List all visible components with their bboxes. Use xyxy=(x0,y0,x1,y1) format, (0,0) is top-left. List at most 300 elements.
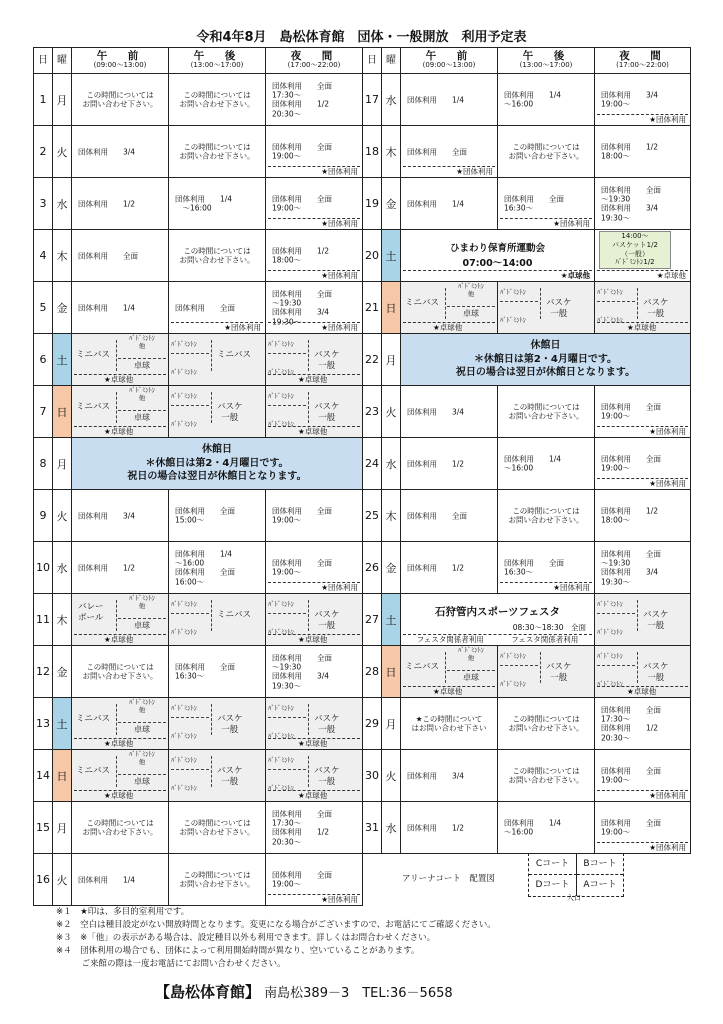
cell-text: 団体利用 1/4 ～16:00 xyxy=(175,194,233,213)
table-row xyxy=(363,126,691,178)
cell-text: ﾊﾞﾄﾞﾐﾝﾄﾝ ﾊﾞﾄﾞﾐﾝﾄﾝ xyxy=(171,392,197,428)
cell-footer: フェスタ関係者利用 フェスタ関係者利用 xyxy=(403,634,592,645)
schedule-cell xyxy=(266,698,363,750)
cell-text: 団体利用 3/4 xyxy=(407,406,465,416)
table-row xyxy=(34,282,363,334)
header-weekday: 曜 xyxy=(382,48,401,74)
cell-text: 団体利用 全面 19:00～ xyxy=(272,194,332,213)
cell-text: ﾊﾞﾄﾞﾐﾝﾄﾝ ﾊﾞﾄﾞﾐﾝﾄﾝ xyxy=(597,600,623,636)
schedule-cell xyxy=(595,282,691,334)
court-d: Dコート xyxy=(529,875,577,896)
cell-text: ﾊﾞﾄﾞﾐﾝﾄﾝ ﾊﾞﾄﾞﾐﾝﾄﾝ xyxy=(268,704,294,740)
cell-text: バスケ 一般 xyxy=(314,402,340,423)
cell-text: ﾊﾞﾄﾞﾐﾝﾄﾝ 他 xyxy=(129,334,155,350)
weekday-label: 月 xyxy=(53,802,72,854)
schedule-cell xyxy=(169,178,266,230)
schedule-cell xyxy=(595,698,691,750)
schedule-cell xyxy=(266,594,363,646)
table-row xyxy=(363,438,691,490)
cell-text: 団体利用 全面 ～19:30 団体利用 3/4 19:30～ xyxy=(601,184,661,222)
schedule-cell xyxy=(595,126,691,178)
cell-text: ﾊﾞﾄﾞﾐﾝﾄﾝ 他 xyxy=(458,646,484,662)
cell-footer: ★卓球他 xyxy=(268,634,360,645)
cell-text: 団体利用 3/4 xyxy=(78,510,136,520)
schedule-cell xyxy=(595,230,691,282)
cell-text: 団体利用 1/2 xyxy=(78,562,136,572)
cell-footer: ★卓球他 xyxy=(74,738,166,749)
header-night: 夜 間 (17:00～22:00) xyxy=(266,48,363,74)
cell-footer: ★団体利用 xyxy=(268,270,360,281)
schedule-table-left xyxy=(33,47,363,906)
table-row xyxy=(34,802,363,854)
schedule-cell xyxy=(72,542,169,594)
weekday-label: 火 xyxy=(53,126,72,178)
schedule-cell xyxy=(72,386,169,438)
cell-text: バスケ 一般 xyxy=(546,662,572,683)
cell-footer: ★団体利用 xyxy=(597,426,688,437)
cell-text: ﾊﾞﾄﾞﾐﾝﾄﾝ ﾊﾞﾄﾞﾐﾝﾄﾝ xyxy=(171,600,197,636)
cell-text: ﾊﾞﾄﾞﾐﾝﾄﾝ 他 xyxy=(129,750,155,766)
schedule-cell xyxy=(72,74,169,126)
cell-text: バスケ 一般 xyxy=(643,662,669,683)
weekday-label: 火 xyxy=(53,854,72,906)
schedule-cell xyxy=(498,438,595,490)
cell-footer: ★団体利用 xyxy=(268,218,360,229)
schedule-cell xyxy=(498,282,595,334)
table-row xyxy=(363,178,691,230)
event-cell xyxy=(401,230,595,282)
schedule-cell xyxy=(72,334,169,386)
footer xyxy=(155,981,453,1002)
day-number: 6 xyxy=(34,334,53,386)
day-number: 26 xyxy=(363,542,382,594)
cell-text: 団体利用 全面 17:30～ 団体利用 1/2 20:30～ xyxy=(272,80,332,118)
weekday-label: 水 xyxy=(53,542,72,594)
schedule-cell xyxy=(401,126,498,178)
schedule-cell xyxy=(498,386,595,438)
weekday-label: 火 xyxy=(53,490,72,542)
cell-text: ﾊﾞﾄﾞﾐﾝﾄﾝ ﾊﾞﾄﾞﾐﾝﾄﾝ xyxy=(268,392,294,428)
cell-footer: ★卓球他 xyxy=(403,270,592,281)
table-row xyxy=(34,594,363,646)
cell-text: 団体利用 全面 16:30～ xyxy=(504,558,564,577)
cell-text: ﾊﾞﾄﾞﾐﾝﾄﾝ ﾊﾞﾄﾞﾐﾝﾄﾝ xyxy=(500,288,526,324)
weekday-label: 木 xyxy=(53,230,72,282)
header-afternoon: 午 後 (13:00～17:00) xyxy=(169,48,266,74)
day-number: 13 xyxy=(34,698,53,750)
day-number: 10 xyxy=(34,542,53,594)
day-number: 28 xyxy=(363,646,382,698)
schedule-cell xyxy=(169,594,266,646)
table-row xyxy=(363,698,691,750)
cell-text: 団体利用 全面 19:00～ xyxy=(272,142,332,161)
cell-text: バスケ 一般 xyxy=(314,610,340,631)
schedule-cell xyxy=(169,750,266,802)
schedule-cell xyxy=(169,854,266,906)
weekday-label: 月 xyxy=(53,74,72,126)
table-row xyxy=(363,750,691,802)
header-morning: 午 前 (09:00～13:00) xyxy=(401,48,498,74)
cell-text: この時間については お問い合わせ下さい。 xyxy=(179,90,255,109)
closed-day-notice: 休館日 ＊休館日は第2・4月曜日です。 祝日の場合は翌日が休館日となります。 xyxy=(72,438,363,490)
schedule-cell xyxy=(266,74,363,126)
cell-text: ﾊﾞﾄﾞﾐﾝﾄﾝ ﾊﾞﾄﾞﾐﾝﾄﾝ xyxy=(597,288,623,324)
cell-text: ミニバス xyxy=(76,350,111,360)
schedule-cell xyxy=(72,490,169,542)
day-number: 18 xyxy=(363,126,382,178)
weekday-label: 土 xyxy=(382,230,401,282)
cell-text: 団体利用 1/4 ～16:00 団体利用 全面 16:00～ xyxy=(175,548,235,586)
cell-text: 卓球 xyxy=(447,670,495,683)
schedule-table-right xyxy=(362,47,691,854)
schedule-cell xyxy=(401,802,498,854)
cell-text: この時間については お問い合わせ下さい。 xyxy=(508,402,584,421)
table-row xyxy=(34,438,363,490)
cell-text: 団体利用 1/2 xyxy=(407,458,465,468)
event-cell xyxy=(401,594,595,646)
cell-footer: ★卓球他 xyxy=(74,790,166,801)
day-number: 12 xyxy=(34,646,53,698)
schedule-cell xyxy=(498,750,595,802)
schedule-cell xyxy=(266,230,363,282)
schedule-cell xyxy=(169,230,266,282)
header-night: 夜 間 (17:00～22:00) xyxy=(595,48,691,74)
weekday-label: 日 xyxy=(382,282,401,334)
schedule-cell xyxy=(498,126,595,178)
schedule-cell xyxy=(266,386,363,438)
weekday-label: 土 xyxy=(53,334,72,386)
schedule-cell xyxy=(72,698,169,750)
schedule-cell xyxy=(72,126,169,178)
weekday-label: 土 xyxy=(53,698,72,750)
cell-footer: ★団体利用 xyxy=(268,582,360,593)
arena-layout xyxy=(370,852,670,904)
cell-text: 団体利用 全面 19:00～ xyxy=(601,818,661,837)
table-row xyxy=(363,282,691,334)
cell-text: 団体利用 1/2 xyxy=(78,198,136,208)
cell-text: 団体利用 1/4 xyxy=(78,302,136,312)
cell-text: バスケ 一般 xyxy=(546,298,572,319)
cell-text: ﾊﾞﾄﾞﾐﾝﾄﾝ ﾊﾞﾄﾞﾐﾝﾄﾝ xyxy=(171,756,197,792)
cell-text: 団体利用 3/4 xyxy=(407,770,465,780)
weekday-label: 月 xyxy=(382,334,401,386)
cell-text: 団体利用 全面 ～19:30 団体利用 3/4 19:30～ xyxy=(272,652,332,690)
cell-footer: ★卓球他 xyxy=(74,374,166,385)
cell-footer: ★団体利用 xyxy=(268,894,360,905)
table-row xyxy=(34,854,363,906)
note-line: ※４ 団体利用の場合でも、団体によって利用開始時間が異なり、空いていることがあります。 xyxy=(56,946,420,956)
schedule-cell xyxy=(595,646,691,698)
cell-footer: ★団体利用 xyxy=(403,166,495,177)
schedule-cell xyxy=(401,74,498,126)
cell-footer: ★卓球他 xyxy=(268,426,360,437)
schedule-cell xyxy=(169,542,266,594)
cell-text: 団体利用 1/2 18:00～ xyxy=(272,246,330,265)
schedule-cell xyxy=(498,178,595,230)
table-row xyxy=(34,490,363,542)
cell-text: ﾊﾞﾄﾞﾐﾝﾄﾝ ﾊﾞﾄﾞﾐﾝﾄﾝ xyxy=(597,652,623,688)
cell-footer: ★団体利用 xyxy=(597,842,688,853)
table-row xyxy=(34,698,363,750)
table-row xyxy=(363,230,691,282)
cell-footer: ★卓球他 xyxy=(268,790,360,801)
table-row xyxy=(363,594,691,646)
schedule-cell xyxy=(401,698,498,750)
table-row xyxy=(363,646,691,698)
table-row xyxy=(363,386,691,438)
schedule-cell xyxy=(169,334,266,386)
note-line: ※１ ★印は、多目的室利用です。 xyxy=(56,907,190,917)
weekday-label: 水 xyxy=(382,802,401,854)
weekday-label: 金 xyxy=(53,646,72,698)
table-row xyxy=(34,542,363,594)
cell-text: 団体利用 全面 17:30～ 団体利用 1/2 20:30～ xyxy=(601,704,661,742)
weekday-label: 金 xyxy=(382,542,401,594)
cell-text: バスケ 一般 xyxy=(217,402,243,423)
day-number: 16 xyxy=(34,854,53,906)
schedule-cell xyxy=(266,854,363,906)
cell-text: バスケ 一般 xyxy=(314,714,340,735)
cell-text: 08:30～18:30 全面 xyxy=(512,623,586,632)
header-weekday: 曜 xyxy=(53,48,72,74)
schedule-cell xyxy=(266,542,363,594)
day-number: 19 xyxy=(363,178,382,230)
weekday-label: 水 xyxy=(382,438,401,490)
cell-text: 卓球 xyxy=(118,410,166,423)
day-number: 8 xyxy=(34,438,53,490)
schedule-cell xyxy=(72,178,169,230)
cell-text: 卓球 xyxy=(447,306,495,319)
schedule-cell xyxy=(266,646,363,698)
cell-text: ミニバス xyxy=(76,766,111,776)
schedule-cell xyxy=(595,750,691,802)
cell-text: 団体利用 全面 ～19:30 団体利用 3/4 19:30～ xyxy=(272,288,332,326)
schedule-cell xyxy=(401,750,498,802)
weekday-label: 金 xyxy=(53,282,72,334)
cell-text: ミニバス xyxy=(217,350,252,360)
day-number: 1 xyxy=(34,74,53,126)
weekday-label: 火 xyxy=(382,386,401,438)
cell-text: バスケ 一般 xyxy=(643,298,669,319)
cell-footer: ★卓球他 xyxy=(597,686,688,697)
cell-text: バスケ 一般 xyxy=(217,714,243,735)
schedule-cell xyxy=(401,178,498,230)
schedule-cell xyxy=(595,802,691,854)
weekday-label: 木 xyxy=(382,490,401,542)
cell-text: バスケ 一般 xyxy=(314,766,340,787)
day-number: 7 xyxy=(34,386,53,438)
header-afternoon: 午 後 (13:00～17:00) xyxy=(498,48,595,74)
cell-text: バスケ 一般 xyxy=(217,766,243,787)
day-number: 25 xyxy=(363,490,382,542)
cell-text: 団体利用 全面 xyxy=(175,302,235,312)
cell-text: 団体利用 全面 xyxy=(78,250,138,260)
cell-text: ミニバス xyxy=(405,662,440,672)
cell-text: 団体利用 全面 17:30～ 団体利用 1/2 20:30～ xyxy=(272,808,332,846)
day-number: 31 xyxy=(363,802,382,854)
cell-text: 団体利用 1/4 xyxy=(407,198,465,208)
day-number: 9 xyxy=(34,490,53,542)
schedule-cell xyxy=(169,74,266,126)
schedule-cell xyxy=(72,230,169,282)
schedule-cell xyxy=(595,490,691,542)
schedule-cell xyxy=(266,334,363,386)
day-number: 20 xyxy=(363,230,382,282)
cell-text: 団体利用 全面 15:00～ xyxy=(175,506,235,525)
schedule-cell xyxy=(266,178,363,230)
cell-text: ミニバス xyxy=(76,402,111,412)
header-morning: 午 前 (09:00～13:00) xyxy=(72,48,169,74)
schedule-cell xyxy=(401,282,498,334)
cell-text: 団体利用 1/2 xyxy=(407,562,465,572)
table-row xyxy=(363,74,691,126)
table-row xyxy=(363,334,691,386)
cell-text: 団体利用 1/4 xyxy=(407,94,465,104)
table-row xyxy=(34,334,363,386)
cell-text: 団体利用 1/2 18:00～ xyxy=(601,142,659,161)
cell-text: ﾊﾞﾄﾞﾐﾝﾄﾝ 他 xyxy=(458,282,484,298)
cell-text: 団体利用 3/4 19:00～ xyxy=(601,90,659,109)
closed-day-notice: 休館日 ＊休館日は第2・4月曜日です。 祝日の場合は翌日が休館日となります。 xyxy=(401,334,691,386)
day-number: 30 xyxy=(363,750,382,802)
cell-text: 団体利用 全面 19:00～ xyxy=(272,870,332,889)
cell-footer: ★卓球他 xyxy=(268,374,360,385)
weekday-label: 日 xyxy=(382,646,401,698)
arena-label: アリーナコート 配置図 xyxy=(402,874,495,884)
cell-text: ﾊﾞﾄﾞﾐﾝﾄﾝ ﾊﾞﾄﾞﾐﾝﾄﾝ xyxy=(500,652,526,688)
cell-text: 団体利用 1/4 ～16:00 xyxy=(504,454,562,473)
header-day: 日 xyxy=(34,48,53,74)
cell-text: この時間については お問い合わせ下さい。 xyxy=(508,766,584,785)
cell-text: ミニバス xyxy=(76,714,111,724)
facility-address: 南島松389－3 TEL:36－5658 xyxy=(264,986,453,1001)
cell-text: 団体利用 1/2 xyxy=(407,822,465,832)
cell-text: バスケ 一般 xyxy=(643,610,669,631)
schedule-cell xyxy=(401,490,498,542)
table-row xyxy=(363,490,691,542)
cell-footer: ★卓球他 xyxy=(597,270,688,281)
cell-footer: ★団体利用 xyxy=(597,478,688,489)
schedule-cell xyxy=(498,698,595,750)
weekday-label: 金 xyxy=(382,178,401,230)
weekday-label: 月 xyxy=(382,698,401,750)
cell-text: この時間については お問い合わせ下さい。 xyxy=(82,818,158,837)
cell-footer: ★卓球他 xyxy=(268,738,360,749)
cell-text: バスケ 一般 xyxy=(314,350,340,371)
schedule-cell xyxy=(169,282,266,334)
cell-text: 団体利用 全面 16:30～ xyxy=(175,662,235,681)
schedule-cell xyxy=(266,802,363,854)
day-number: 17 xyxy=(363,74,382,126)
day-number: 14 xyxy=(34,750,53,802)
table-row xyxy=(34,178,363,230)
weekday-label: 日 xyxy=(53,750,72,802)
notes-box xyxy=(56,906,616,971)
cell-text: この時間については お問い合わせ下さい。 xyxy=(179,142,255,161)
weekday-label: 土 xyxy=(382,594,401,646)
header-day: 日 xyxy=(363,48,382,74)
table-row xyxy=(34,646,363,698)
cell-text: ﾊﾞﾄﾞﾐﾝﾄﾝ 他 xyxy=(129,594,155,610)
schedule-cell xyxy=(169,698,266,750)
schedule-cell xyxy=(72,282,169,334)
table-row xyxy=(34,386,363,438)
table-row xyxy=(363,802,691,854)
schedule-cell xyxy=(266,282,363,334)
day-number: 2 xyxy=(34,126,53,178)
schedule-cell xyxy=(401,542,498,594)
schedule-cell xyxy=(498,74,595,126)
cell-text: 卓球 xyxy=(118,358,166,371)
schedule-cell xyxy=(72,802,169,854)
cell-text: ﾊﾞﾄﾞﾐﾝﾄﾝ ﾊﾞﾄﾞﾐﾝﾄﾝ xyxy=(268,340,294,376)
cell-text: この時間については お問い合わせ下さい。 xyxy=(179,818,255,837)
cell-text: 団体利用 1/4 ～16:00 xyxy=(504,818,562,837)
table-row xyxy=(34,126,363,178)
schedule-cell xyxy=(72,594,169,646)
court-c: Cコート xyxy=(529,854,577,875)
cell-text: 団体利用 全面 16:30～ xyxy=(504,194,564,213)
cell-text: この時間については お問い合わせ下さい。 xyxy=(179,246,255,265)
weekday-label: 水 xyxy=(382,74,401,126)
schedule-cell xyxy=(595,542,691,594)
cell-text: ﾊﾞﾄﾞﾐﾝﾄﾝ ﾊﾞﾄﾞﾐﾝﾄﾝ xyxy=(268,756,294,792)
cell-footer: ★団体利用 xyxy=(500,218,592,229)
cell-text: 卓球 xyxy=(118,722,166,735)
schedule-cell xyxy=(72,750,169,802)
cell-text: 団体利用 1/4 ～16:00 xyxy=(504,90,562,109)
schedule-cell xyxy=(169,490,266,542)
note-line: ※２ 空白は種目設定がない開放時間となります。変更になる場合がございますので、お電話にてご確認ください。 xyxy=(56,920,496,930)
cell-footer: ★団体利用 xyxy=(171,322,263,333)
weekday-label: 日 xyxy=(53,386,72,438)
schedule-cell xyxy=(72,854,169,906)
cell-footer: ★卓球他 xyxy=(403,322,495,333)
cell-footer: ★団体利用 xyxy=(268,166,360,177)
schedule-cell xyxy=(498,646,595,698)
table-row xyxy=(363,542,691,594)
weekday-label: 水 xyxy=(53,178,72,230)
cell-text: 団体利用 1/4 xyxy=(78,874,136,884)
cell-text: ﾊﾞﾄﾞﾐﾝﾄﾝ 他 xyxy=(129,386,155,402)
day-number: 24 xyxy=(363,438,382,490)
schedule-cell xyxy=(169,802,266,854)
page-title: 令和4年8月 島松体育館 団体・一般開放 利用予定表 xyxy=(196,30,527,45)
schedule-cell xyxy=(595,386,691,438)
cell-text: 卓球 xyxy=(118,618,166,631)
day-number: 22 xyxy=(363,334,382,386)
cell-text: ﾊﾞﾄﾞﾐﾝﾄﾝ ﾊﾞﾄﾞﾐﾝﾄﾝ xyxy=(171,704,197,740)
weekday-label: 木 xyxy=(53,594,72,646)
cell-text: ﾊﾞﾄﾞﾐﾝﾄﾝ 他 xyxy=(129,698,155,714)
table-row xyxy=(34,74,363,126)
schedule-cell xyxy=(595,594,691,646)
cell-text: 団体利用 全面 19:00～ xyxy=(601,766,661,785)
schedule-cell xyxy=(266,750,363,802)
schedule-cell xyxy=(169,386,266,438)
day-number: 5 xyxy=(34,282,53,334)
cell-text: この時間については お問い合わせ下さい。 xyxy=(179,870,255,889)
cell-text: 団体利用 全面 19:00～ xyxy=(601,402,661,421)
cell-text: ミニバス xyxy=(405,298,440,308)
schedule-cell xyxy=(401,386,498,438)
schedule-cell xyxy=(401,438,498,490)
cell-text: この時間については お問い合わせ下さい。 xyxy=(82,90,158,109)
facility-name: 【島松体育館】 xyxy=(155,983,261,1001)
cell-text: 団体利用 3/4 xyxy=(78,146,136,156)
cell-text: ★この時間について はお問い合わせ下さい xyxy=(411,714,487,733)
day-number: 29 xyxy=(363,698,382,750)
